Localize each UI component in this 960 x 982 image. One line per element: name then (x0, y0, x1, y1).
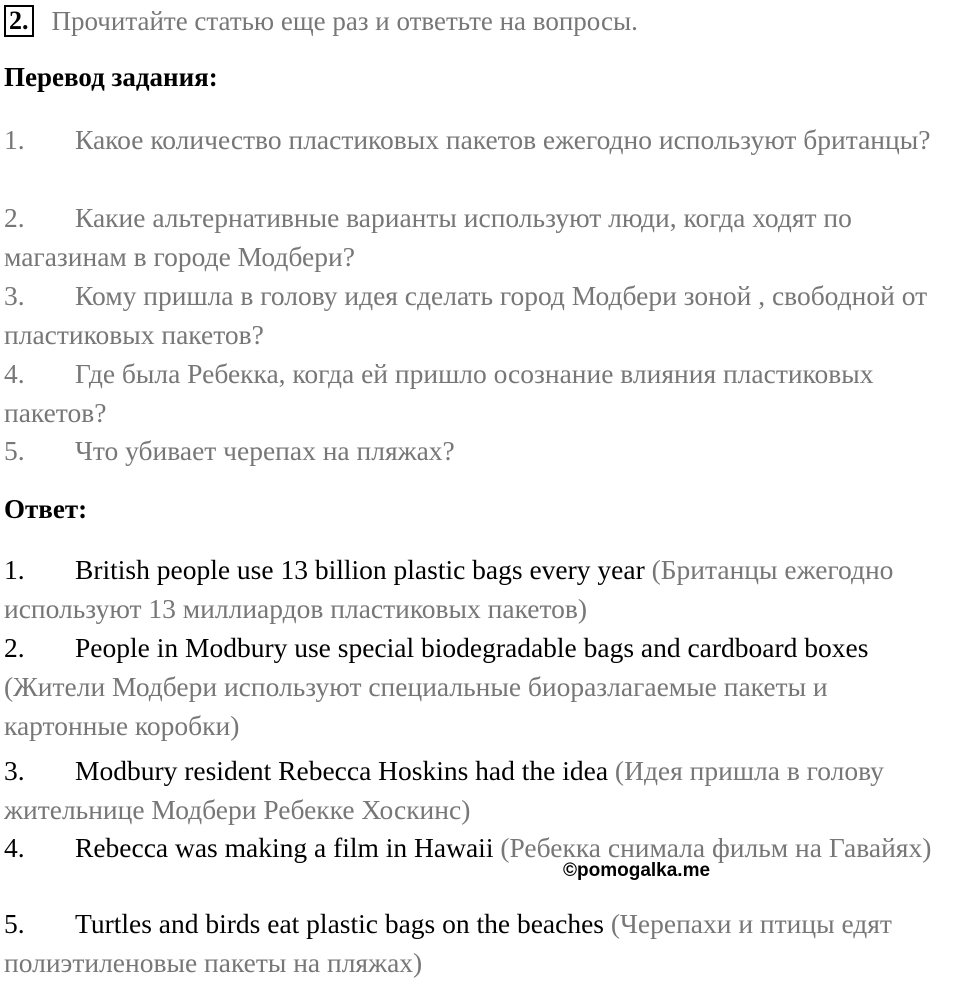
answer-english: British people use 13 billion plastic bags every year (75, 554, 645, 585)
answer-russian: (Ребекка снимала фильм на Гавайях) (500, 832, 932, 863)
item-number: 2. (4, 202, 25, 233)
task-header (4, 2, 638, 40)
answer-english: Turtles and birds eat plastic bags on the beaches (75, 908, 604, 939)
item-number: 4. (4, 832, 25, 863)
answer-item (4, 550, 956, 628)
answer-russian: (Британцы ежегодно используют 13 миллиардов пластиковых пакетов) (4, 554, 894, 624)
answer-heading: Ответ: (4, 494, 88, 524)
item-text: Какие альтернативные варианты используют люди, когда ходят по магазинам в городе Модбери? (4, 202, 852, 272)
translation-heading: Перевод задания: (4, 62, 218, 92)
item-number: 2. (4, 632, 25, 663)
item-number: 1. (4, 554, 25, 585)
translation-item (4, 276, 954, 354)
answer-item (4, 751, 956, 829)
item-number: 3. (4, 755, 25, 786)
answer-english: Rebecca was making a film in Hawaii (75, 832, 494, 863)
item-text: Где была Ребекка, когда ей пришло осознание влияния пластиковых пакетов? (4, 358, 874, 428)
item-number: 3. (4, 280, 25, 311)
answer-item (4, 628, 956, 745)
answer-russian: (Черепахи и птицы едят полиэтиленовые пакеты на пляжах) (4, 908, 892, 978)
answer-russian: (Жители Модбери используют специальные биоразлагаемые пакеты и картонные коробки) (4, 671, 828, 741)
answer-english: Modbury resident Rebecca Hoskins had the idea (75, 755, 609, 786)
watermark: ©pomogalka.me (563, 860, 711, 881)
answer-english: People in Modbury use special biodegradable bags and cardboard boxes (75, 632, 869, 663)
item-number: 4. (4, 358, 25, 389)
item-text: Какое количество пластиковых пакетов ежегодно используют британцы? (75, 124, 931, 155)
item-text: Что убивает черепах на пляжах? (75, 435, 455, 466)
translation-item (4, 431, 954, 470)
answer-item (4, 904, 956, 982)
answer-russian: (Идея пришла в голову жительнице Модбери Ребекке Хоскинс) (4, 755, 884, 825)
translation-item (4, 120, 954, 159)
item-number: 5. (4, 435, 25, 466)
translation-item (4, 354, 954, 432)
item-number: 1. (4, 124, 25, 155)
item-text: Кому пришла в голову идея сделать город Модбери зоной , свободной от пластиковых пакетов? (4, 280, 928, 350)
item-number: 5. (4, 908, 25, 939)
task-instruction: Прочитайте статью еще раз и ответьте на вопросы. (51, 5, 638, 36)
answer-item (4, 828, 956, 867)
task-number: 2. (4, 5, 34, 37)
translation-item (4, 198, 954, 276)
